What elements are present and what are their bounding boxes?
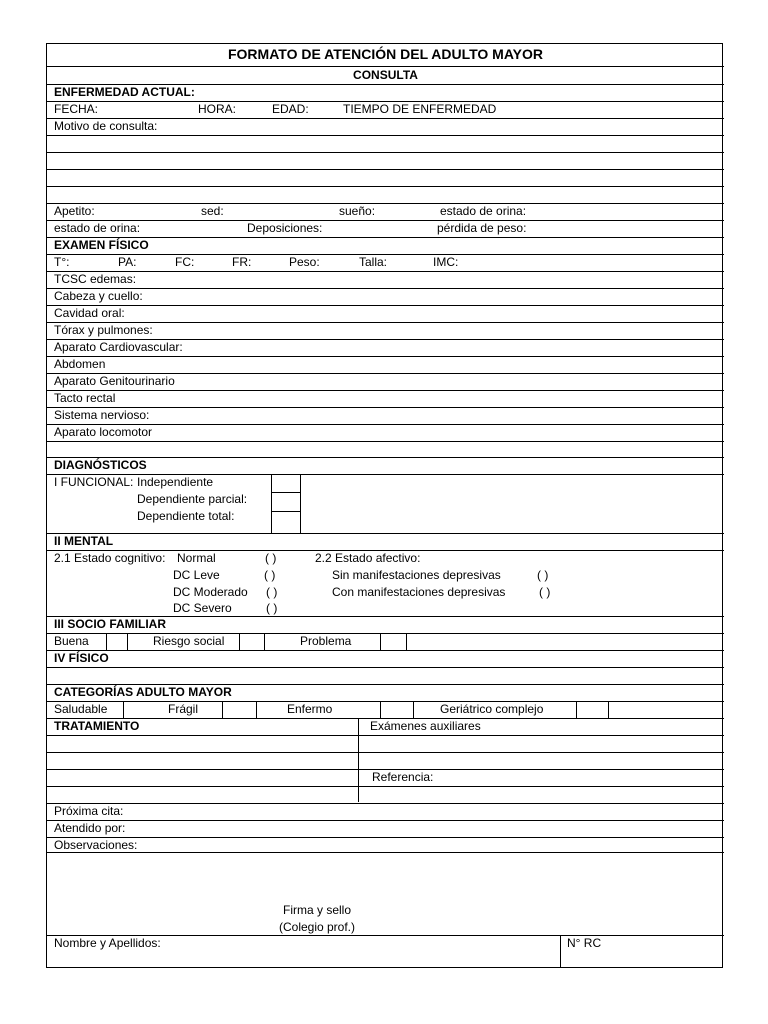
categoria-option: Geriátrico complejo [440,702,544,716]
tiempo-enfermedad-label: TIEMPO DE ENFERMEDAD [343,102,497,116]
vital-temperatura: T°: [54,255,70,269]
row-divider [47,441,724,442]
row-divider [47,186,724,187]
afectivo-label: 2.2 Estado afectivo: [315,551,421,565]
exam-item: Tacto rectal [54,391,116,405]
col-divider [127,633,128,650]
col-divider [239,633,240,650]
funcional-option: Dependiente total: [137,509,235,523]
row-divider [47,633,724,634]
categoria-option: Frágil [168,702,199,716]
row-divider [47,533,724,534]
exam-item: Abdomen [54,357,106,371]
row-divider [47,305,724,306]
firma-label: Firma y sello [282,903,351,917]
form-subtitle: CONSULTA [353,68,418,82]
row-divider [47,220,724,221]
sueno-label: sueño: [339,204,376,218]
checkbox-paren[interactable]: ( ) [264,568,276,582]
sed-label: sed: [201,204,224,218]
checkbox-divider [271,511,300,512]
hora-label: HORA: [198,102,237,116]
motivo-consulta-label: Motivo de consulta: [54,119,158,133]
nombre-apellidos-label: Nombre y Apellidos: [54,936,161,950]
afectivo-option: Sin manifestaciones depresivas [332,568,501,582]
exam-item: Cabeza y cuello: [54,289,143,303]
tratamiento-heading: TRATAMIENTO [54,719,140,733]
row-divider [47,803,724,804]
estado-orina-label: estado de orina: [54,221,141,235]
exam-item: Sistema nervioso: [54,408,150,422]
col-divider [106,633,107,650]
checkbox-paren[interactable]: ( ) [265,551,277,565]
checkbox-paren[interactable]: ( ) [266,585,278,599]
afectivo-option: Con manifestaciones depresivas [332,585,506,599]
row-divider [47,169,724,170]
funcional-label: I FUNCIONAL: [54,475,134,489]
exam-item: Cavidad oral: [54,306,125,320]
row-divider [47,135,724,136]
apetito-label: Apetito: [54,204,95,218]
proxima-cita-label: Próxima cita: [54,804,124,818]
perdida-peso-label: pérdida de peso: [437,221,527,235]
vital-imc: IMC: [433,255,459,269]
row-divider [47,457,724,458]
row-divider [47,837,724,838]
row-divider [47,820,724,821]
vital-fc: FC: [175,255,195,269]
adulto-mayor-form [46,43,723,968]
col-divider [608,701,609,718]
fisico-heading: IV FÍSICO [54,651,109,665]
form-title: FORMATO DE ATENCIÓN DEL ADULTO MAYOR [227,46,543,62]
observaciones-label: Observaciones: [54,838,138,852]
row-divider [47,752,724,753]
examenes-auxiliares-label: Exámenes auxiliares [370,719,481,733]
row-divider [47,288,724,289]
categoria-option: Enfermo [287,702,333,716]
row-divider [47,152,724,153]
col-divider [123,701,124,718]
row-divider [47,650,724,651]
col-divider [406,633,407,650]
row-divider [47,390,724,391]
estado-orina-label: estado de orina: [440,204,527,218]
col-divider [576,701,577,718]
mental-heading: II MENTAL [54,534,114,548]
edad-label: EDAD: [272,102,309,116]
col-divider [256,701,257,718]
row-divider [47,701,724,702]
col-divider [380,701,381,718]
socio-option: Buena [54,634,89,648]
funcional-option: Independiente [137,475,214,489]
socio-option: Problema [300,634,352,648]
col-divider [300,474,301,533]
socio-familiar-heading: III SOCIO FAMILIAR [54,617,167,631]
exam-item: Tórax y pulmones: [54,323,153,337]
vital-talla: Talla: [359,255,388,269]
deposiciones-label: Deposiciones: [247,221,323,235]
checkbox-paren[interactable]: ( ) [266,601,278,615]
nro-rc-label: N° RC [567,936,602,950]
row-divider [47,356,724,357]
examen-fisico-heading: EXAMEN FÍSICO [54,238,149,252]
colegio-label: (Colegio prof.) [278,920,356,934]
cognitivo-option: Normal [177,551,216,565]
exam-item: Aparato locomotor [54,425,153,439]
funcional-option: Dependiente parcial: [137,492,248,506]
checkbox-paren[interactable]: ( ) [537,568,549,582]
row-divider [47,735,724,736]
col-divider [380,633,381,650]
atendido-por-label: Atendido por: [54,821,126,835]
cognitivo-label: 2.1 Estado cognitivo: [54,551,166,565]
socio-option: Riesgo social [153,634,225,648]
checkbox-divider [271,492,300,493]
referencia-label: Referencia: [372,770,434,784]
col-divider [560,935,561,968]
cognitivo-option: DC Moderado [173,585,248,599]
diagnosticos-heading: DIAGNÓSTICOS [54,458,147,472]
col-divider [413,701,414,718]
col-divider [358,718,359,802]
exam-item: Aparato Genitourinario [54,374,175,388]
row-divider [47,203,724,204]
row-divider [47,66,724,67]
enfermedad-actual-label: ENFERMEDAD ACTUAL: [54,85,195,99]
col-divider [271,474,272,533]
row-divider [47,667,724,668]
categoria-option: Saludable [54,702,108,716]
row-divider [47,786,724,787]
cognitivo-option: DC Severo [173,601,232,615]
row-divider [47,852,724,853]
exam-item: Aparato Cardiovascular: [54,340,183,354]
fecha-label: FECHA: [54,102,99,116]
col-divider [264,633,265,650]
vital-peso: Peso: [289,255,320,269]
col-divider [222,701,223,718]
row-divider [47,271,724,272]
exam-item: TCSC edemas: [54,272,137,286]
checkbox-paren[interactable]: ( ) [539,585,551,599]
categorias-heading: CATEGORÍAS ADULTO MAYOR [54,685,232,699]
vital-pa: PA: [118,255,137,269]
cognitivo-option: DC Leve [173,568,220,582]
vital-fr: FR: [232,255,252,269]
